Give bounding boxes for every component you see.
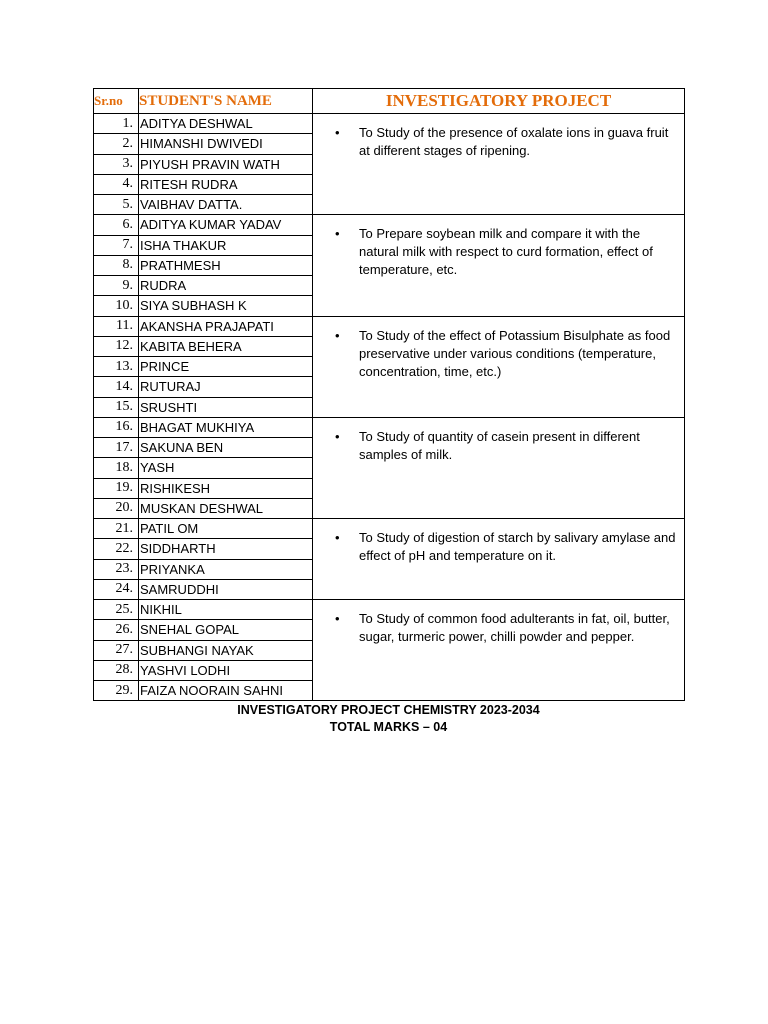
serial-number: 18. (94, 458, 139, 478)
project-item (313, 215, 684, 279)
student-name: PIYUSH PRAVIN WATH (139, 154, 313, 174)
project-item (313, 317, 684, 381)
project-item (313, 418, 684, 464)
project-table (93, 88, 685, 701)
serial-number: 17. (94, 438, 139, 458)
serial-number: 22. (94, 539, 139, 559)
project-item (313, 600, 684, 646)
footer-total-marks: TOTAL MARKS – 04 (329, 720, 448, 734)
serial-number: 8. (94, 255, 139, 275)
serial-number: 3. (94, 154, 139, 174)
student-name: PRINCE (139, 357, 313, 377)
serial-number: 4. (94, 174, 139, 194)
bullet-icon: • (335, 611, 340, 626)
table-row (94, 417, 685, 437)
project-description: To Study of common food adulterants in fat, oil, butter, sugar, turmeric power, chilli powder and pepper. (359, 611, 670, 644)
table-row (94, 316, 685, 336)
student-name: ADITYA KUMAR YADAV (139, 215, 313, 235)
project-description: To Study of digestion of starch by salivary amylase and effect of pH and temperature on it. (359, 530, 676, 563)
table-row (94, 114, 685, 134)
serial-number: 19. (94, 478, 139, 498)
student-name: YASHVI LODHI (139, 660, 313, 680)
student-name: MUSKAN DESHWAL (139, 498, 313, 518)
bullet-icon: • (335, 226, 340, 242)
serial-number: 6. (94, 215, 139, 235)
project-description: To Prepare soybean milk and compare it with the natural milk with respect to curd formation, effect of temperature, etc. (359, 226, 653, 278)
serial-number: 26. (94, 620, 139, 640)
bullet-icon: • (335, 530, 340, 545)
student-name: RUDRA (139, 276, 313, 296)
student-name: SIYA SUBHASH K (139, 296, 313, 316)
table-header-row (94, 89, 685, 114)
student-name: BHAGAT MUKHIYA (139, 417, 313, 437)
serial-number: 1. (94, 114, 139, 134)
table-row (94, 600, 685, 620)
student-name: RUTURAJ (139, 377, 313, 397)
serial-number: 12. (94, 336, 139, 356)
table-body (94, 114, 685, 701)
project-item (313, 114, 684, 160)
serial-number: 2. (94, 134, 139, 154)
student-name: SAKUNA BEN (139, 438, 313, 458)
serial-number: 15. (94, 397, 139, 417)
student-name: YASH (139, 458, 313, 478)
project-cell (313, 114, 685, 215)
bullet-icon: • (335, 125, 340, 140)
project-item (313, 519, 684, 565)
footer-title: INVESTIGATORY PROJECT CHEMISTRY 2023-2034 (237, 703, 540, 717)
table-row (94, 519, 685, 539)
project-cell (313, 519, 685, 600)
student-name: SIDDHARTH (139, 539, 313, 559)
student-name: RITESH RUDRA (139, 174, 313, 194)
student-name: KABITA BEHERA (139, 336, 313, 356)
header-sr-no: Sr.no (94, 89, 139, 114)
student-name: AKANSHA PRAJAPATI (139, 316, 313, 336)
student-name: PATIL OM (139, 519, 313, 539)
serial-number: 27. (94, 640, 139, 660)
serial-number: 5. (94, 195, 139, 215)
project-cell (313, 316, 685, 417)
serial-number: 23. (94, 559, 139, 579)
table-row (94, 215, 685, 235)
student-name: SNEHAL GOPAL (139, 620, 313, 640)
project-description: To Study of the presence of oxalate ions in guava fruit at different stages of ripening. (359, 125, 669, 158)
student-name: HIMANSHI DWIVEDI (139, 134, 313, 154)
project-description: To Study of quantity of casein present in different samples of milk. (359, 428, 640, 462)
serial-number: 29. (94, 681, 139, 701)
student-name: NIKHIL (139, 600, 313, 620)
student-name: VAIBHAV DATTA. (139, 195, 313, 215)
serial-number: 28. (94, 660, 139, 680)
serial-number: 20. (94, 498, 139, 518)
serial-number: 21. (94, 519, 139, 539)
student-name: PRATHMESH (139, 255, 313, 275)
serial-number: 25. (94, 600, 139, 620)
student-name: ISHA THAKUR (139, 235, 313, 255)
serial-number: 11. (94, 316, 139, 336)
student-name: PRIYANKA (139, 559, 313, 579)
student-name: SAMRUDDHI (139, 579, 313, 599)
student-name: RISHIKESH (139, 478, 313, 498)
bullet-icon: • (335, 327, 340, 343)
serial-number: 10. (94, 296, 139, 316)
serial-number: 9. (94, 276, 139, 296)
header-investigatory-project: INVESTIGATORY PROJECT (313, 89, 685, 114)
project-cell (313, 600, 685, 701)
serial-number: 7. (94, 235, 139, 255)
project-cell (313, 417, 685, 518)
student-name: FAIZA NOORAIN SAHNI (139, 681, 313, 701)
serial-number: 24. (94, 579, 139, 599)
student-name: ADITYA DESHWAL (139, 114, 313, 134)
serial-number: 14. (94, 377, 139, 397)
bullet-icon: • (335, 428, 340, 444)
header-student-name: STUDENT'S NAME (139, 89, 313, 114)
student-name: SUBHANGI NAYAK (139, 640, 313, 660)
serial-number: 16. (94, 417, 139, 437)
student-name: SRUSHTI (139, 397, 313, 417)
project-cell (313, 215, 685, 316)
project-description: To Study of the effect of Potassium Bisulphate as food preservative under various conditions (temperature, concentration, time, etc.) (359, 327, 671, 379)
serial-number: 13. (94, 357, 139, 377)
